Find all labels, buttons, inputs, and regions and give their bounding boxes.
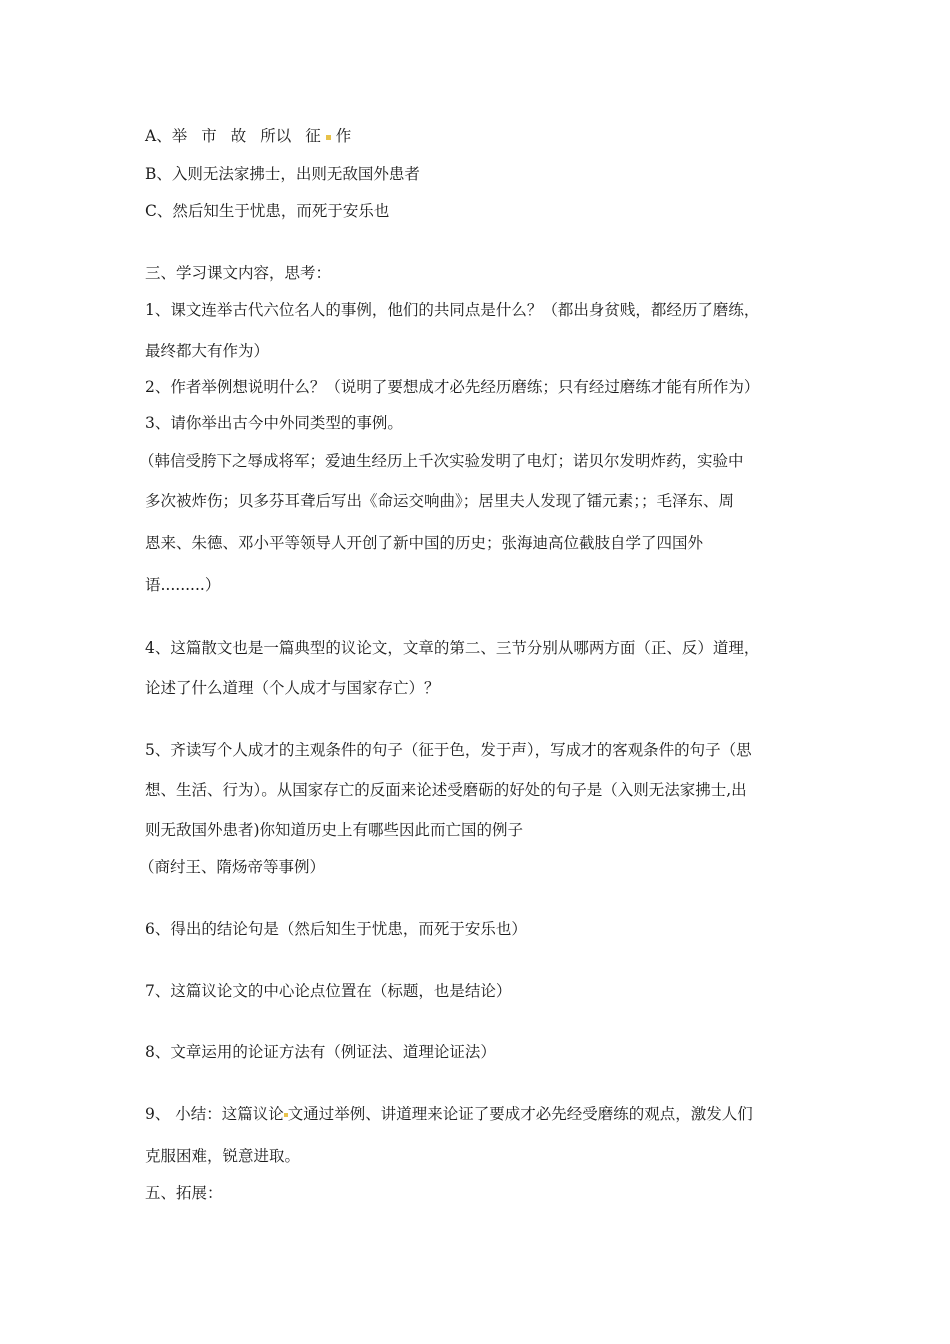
question-4-line-2: 论述了什么道理（个人成才与国家存亡）？	[145, 679, 440, 697]
question-5-line-2: 想、生活、行为）。从国家存亡的反面来论述受磨砺的好处的句子是（入则无法家拂士,出	[145, 781, 747, 799]
question-9-line-1-part-a: 9、 小结：这篇议论	[145, 1105, 284, 1123]
question-3-answer-line-2: 多次被炸伤；贝多芬耳聋后写出《命运交响曲》；居里夫人发现了镭元素；；毛泽东、周	[145, 492, 735, 510]
question-8: 8、文章运用的论证方法有（例证法、道理论证法）	[145, 1043, 496, 1061]
option-a-word-4: 所以	[260, 127, 292, 145]
option-a-word-2: 市	[201, 127, 217, 145]
question-3-answer-line-1: （韩信受胯下之辱成将军；爱迪生经历上千次实验发明了电灯；诺贝尔发明炸药，实验中	[139, 452, 744, 470]
section-5-heading: 五、拓展：	[145, 1184, 223, 1202]
option-a-word-5: 征	[305, 127, 321, 145]
question-7: 7、这篇议论文的中心论点位置在（标题，也是结论）	[145, 982, 512, 1000]
question-6: 6、得出的结论句是（然后知生于忧患，而死于安乐也）	[145, 920, 527, 938]
section-3-heading: 三、学习课文内容，思考：	[145, 264, 332, 282]
option-a	[145, 126, 351, 146]
question-5-line-4: （商纣王、隋炀帝等事例）	[139, 858, 326, 876]
question-4-line-1: 4、这篇散文也是一篇典型的议论文，文章的第二、三节分别从哪两方面（正、反）道理，	[145, 639, 760, 657]
question-9-line-2: 克服困难，锐意进取。	[145, 1147, 301, 1165]
question-9-line-1-part-b: 文通过举例、讲道理来论证了要成才必先经受磨练的观点，激发人们	[287, 1105, 753, 1123]
highlight-mark	[326, 135, 331, 140]
option-b: B、入则无法家拂士，出则无敌国外患者	[145, 165, 420, 183]
option-a-prefix: A、举	[145, 127, 188, 145]
question-3: 3、请你举出古今中外同类型的事例。	[145, 414, 403, 432]
option-a-word-6: 作	[335, 127, 352, 145]
option-c: C、然后知生于忧患，而死于安乐也	[145, 202, 390, 220]
question-5-line-3: 则无敌国外患者)你知道历史上有哪些因此而亡国的例子	[145, 821, 524, 839]
question-1-line-1: 1、课文连举古代六位名人的事例，他们的共同点是什么？（都出身贫贱，都经历了磨练，	[145, 301, 760, 319]
question-1-line-2: 最终都大有作为）	[145, 342, 270, 360]
question-3-answer-line-3: 恩来、朱德、邓小平等领导人开创了新中国的历史；张海迪高位截肢自学了四国外	[145, 534, 704, 552]
question-9-line-1	[145, 1104, 753, 1124]
question-2: 2、作者举例想说明什么？（说明了要想成才必先经历磨练；只有经过磨练才能有所作为）	[145, 378, 760, 396]
option-a-word-3: 故	[230, 127, 247, 145]
question-3-answer-line-4: 语.........）	[145, 576, 221, 594]
question-5-line-1: 5、齐读写个人成才的主观条件的句子（征于色，发于声），写成才的客观条件的句子（思	[145, 741, 752, 759]
